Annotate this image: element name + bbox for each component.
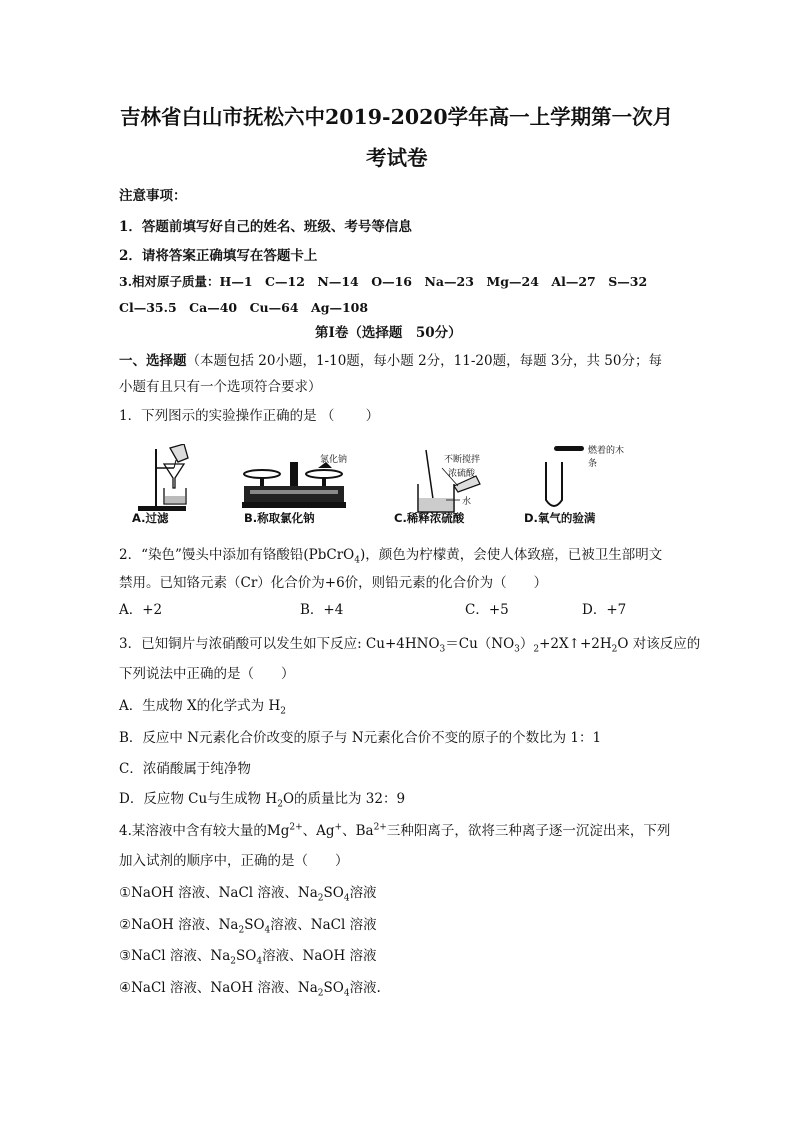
atomic-masses-line2: Cl—35.5 Ca—40 Cu—64 Ag—108	[119, 300, 369, 315]
q4-option-3: ③NaCl 溶液、$Na_2SO_4$溶液、NaOH 溶液	[119, 948, 377, 967]
notice-heading: 注意事项：	[119, 188, 187, 204]
q2-option-b: B．+4	[300, 602, 344, 618]
q3-stem-line1: 3．已知铜片与浓硝酸可以发生如下反应: $Cu+4HNO_3=Cu(NO_3)_2+2X↑+2H_2O$ 对该反应的	[119, 636, 701, 655]
q3-option-c: C．浓硝酸属于纯净物	[119, 761, 251, 777]
figure-b-caption: B.称取氯化钠	[244, 511, 315, 525]
q3-option-d: D．反应物 Cu与生成物 $H_2O$的质量比为 32：9	[119, 791, 406, 810]
exam-title-line1: 吉林省白山市抚松六中2019-2020学年高一上学期第一次月	[120, 105, 674, 129]
section-title: 第Ⅰ卷（选择题 50分）	[315, 325, 462, 341]
q3-option-b: B．反应中 N元素化合价改变的原子与 N元素化合价不变的原子的个数比为 1：1	[119, 730, 602, 746]
figure-c-label-acid: 浓硫酸	[448, 469, 476, 479]
figure-b-weighing	[240, 450, 350, 528]
q3-option-a: A．生成物 X的化学式为 $H_2$	[119, 698, 286, 717]
figure-d-caption: D.氧气的验满	[524, 511, 596, 525]
figure-c-label-water: 水	[462, 497, 472, 507]
figure-b-label: 氯化钠	[320, 455, 348, 465]
figure-d-oxygen-test	[520, 442, 630, 528]
notice-item-1: 1．答题前填写好自己的姓名、班级、考号等信息	[119, 219, 412, 235]
q4-stem-line2: 加入试剂的顺序中，正确的是（ ）	[119, 853, 349, 869]
q2-option-c: C．+5	[465, 602, 509, 618]
figure-c-dilution	[392, 446, 502, 528]
q1-stem: 1．下列图示的实验操作正确的是 （ ）	[119, 408, 380, 424]
atomic-masses-line1: 3.相对原子质量：H—1 C—12 N—14 O—16 Na—23 Mg—24 Al—27 S—32	[119, 274, 648, 289]
section-description-line2: 小题有且只有一个选项符合要求）	[119, 379, 322, 395]
q4-option-1: ①NaOH 溶液、NaCl 溶液、$Na_2SO_4$溶液	[119, 885, 377, 904]
q2-stem-line2: 禁用。已知铬元素（Cr）化合价为+6价，则铅元素的化合价为（ ）	[119, 575, 548, 591]
exam-title-line2: 考试卷	[366, 146, 428, 170]
q4-option-2: ②NaOH 溶液、$Na_2SO_4$溶液、NaCl 溶液	[119, 917, 377, 936]
notice-item-2: 2．请将答案正确填写在答题卡上	[119, 248, 318, 264]
q3-stem-line2: 下列说法中正确的是（ ）	[119, 666, 295, 682]
q4-stem-line1: 4.某溶液中含有较大量的$Mg^{2+}$、Ag+、$Ba^{2+}$三种阳离子，欲将三种离子逐一沉淀出来，下列	[119, 822, 671, 839]
figure-a-caption: A.过滤	[132, 511, 169, 525]
figure-d-label: 燃着的木条	[588, 446, 625, 469]
section-description-line1	[119, 352, 662, 370]
q4-option-4: ④NaCl 溶液、NaOH 溶液、$Na_2SO_4$溶液.	[119, 980, 381, 999]
figure-c-caption: C.稀释浓硫酸	[394, 511, 465, 525]
figure-a-filtration	[128, 444, 208, 528]
section-desc-1: （本题包括 20小题，1-10题，每小题 2分，11-20题，每题 3分，共 50分；每	[186, 353, 662, 369]
section-heading: 一、选择题	[119, 353, 187, 369]
q2-stem-line1: 2．“染色”馒头中添加有铬酸铅(PbCrO$_4$)，颜色为柠檬黄，会使人体致癌，已被卫生部明文	[119, 547, 663, 566]
q2-option-a: A．+2	[119, 602, 163, 618]
figure-c-label-stir: 不断搅拌	[444, 455, 481, 465]
q2-option-d: D．+7	[582, 602, 627, 618]
